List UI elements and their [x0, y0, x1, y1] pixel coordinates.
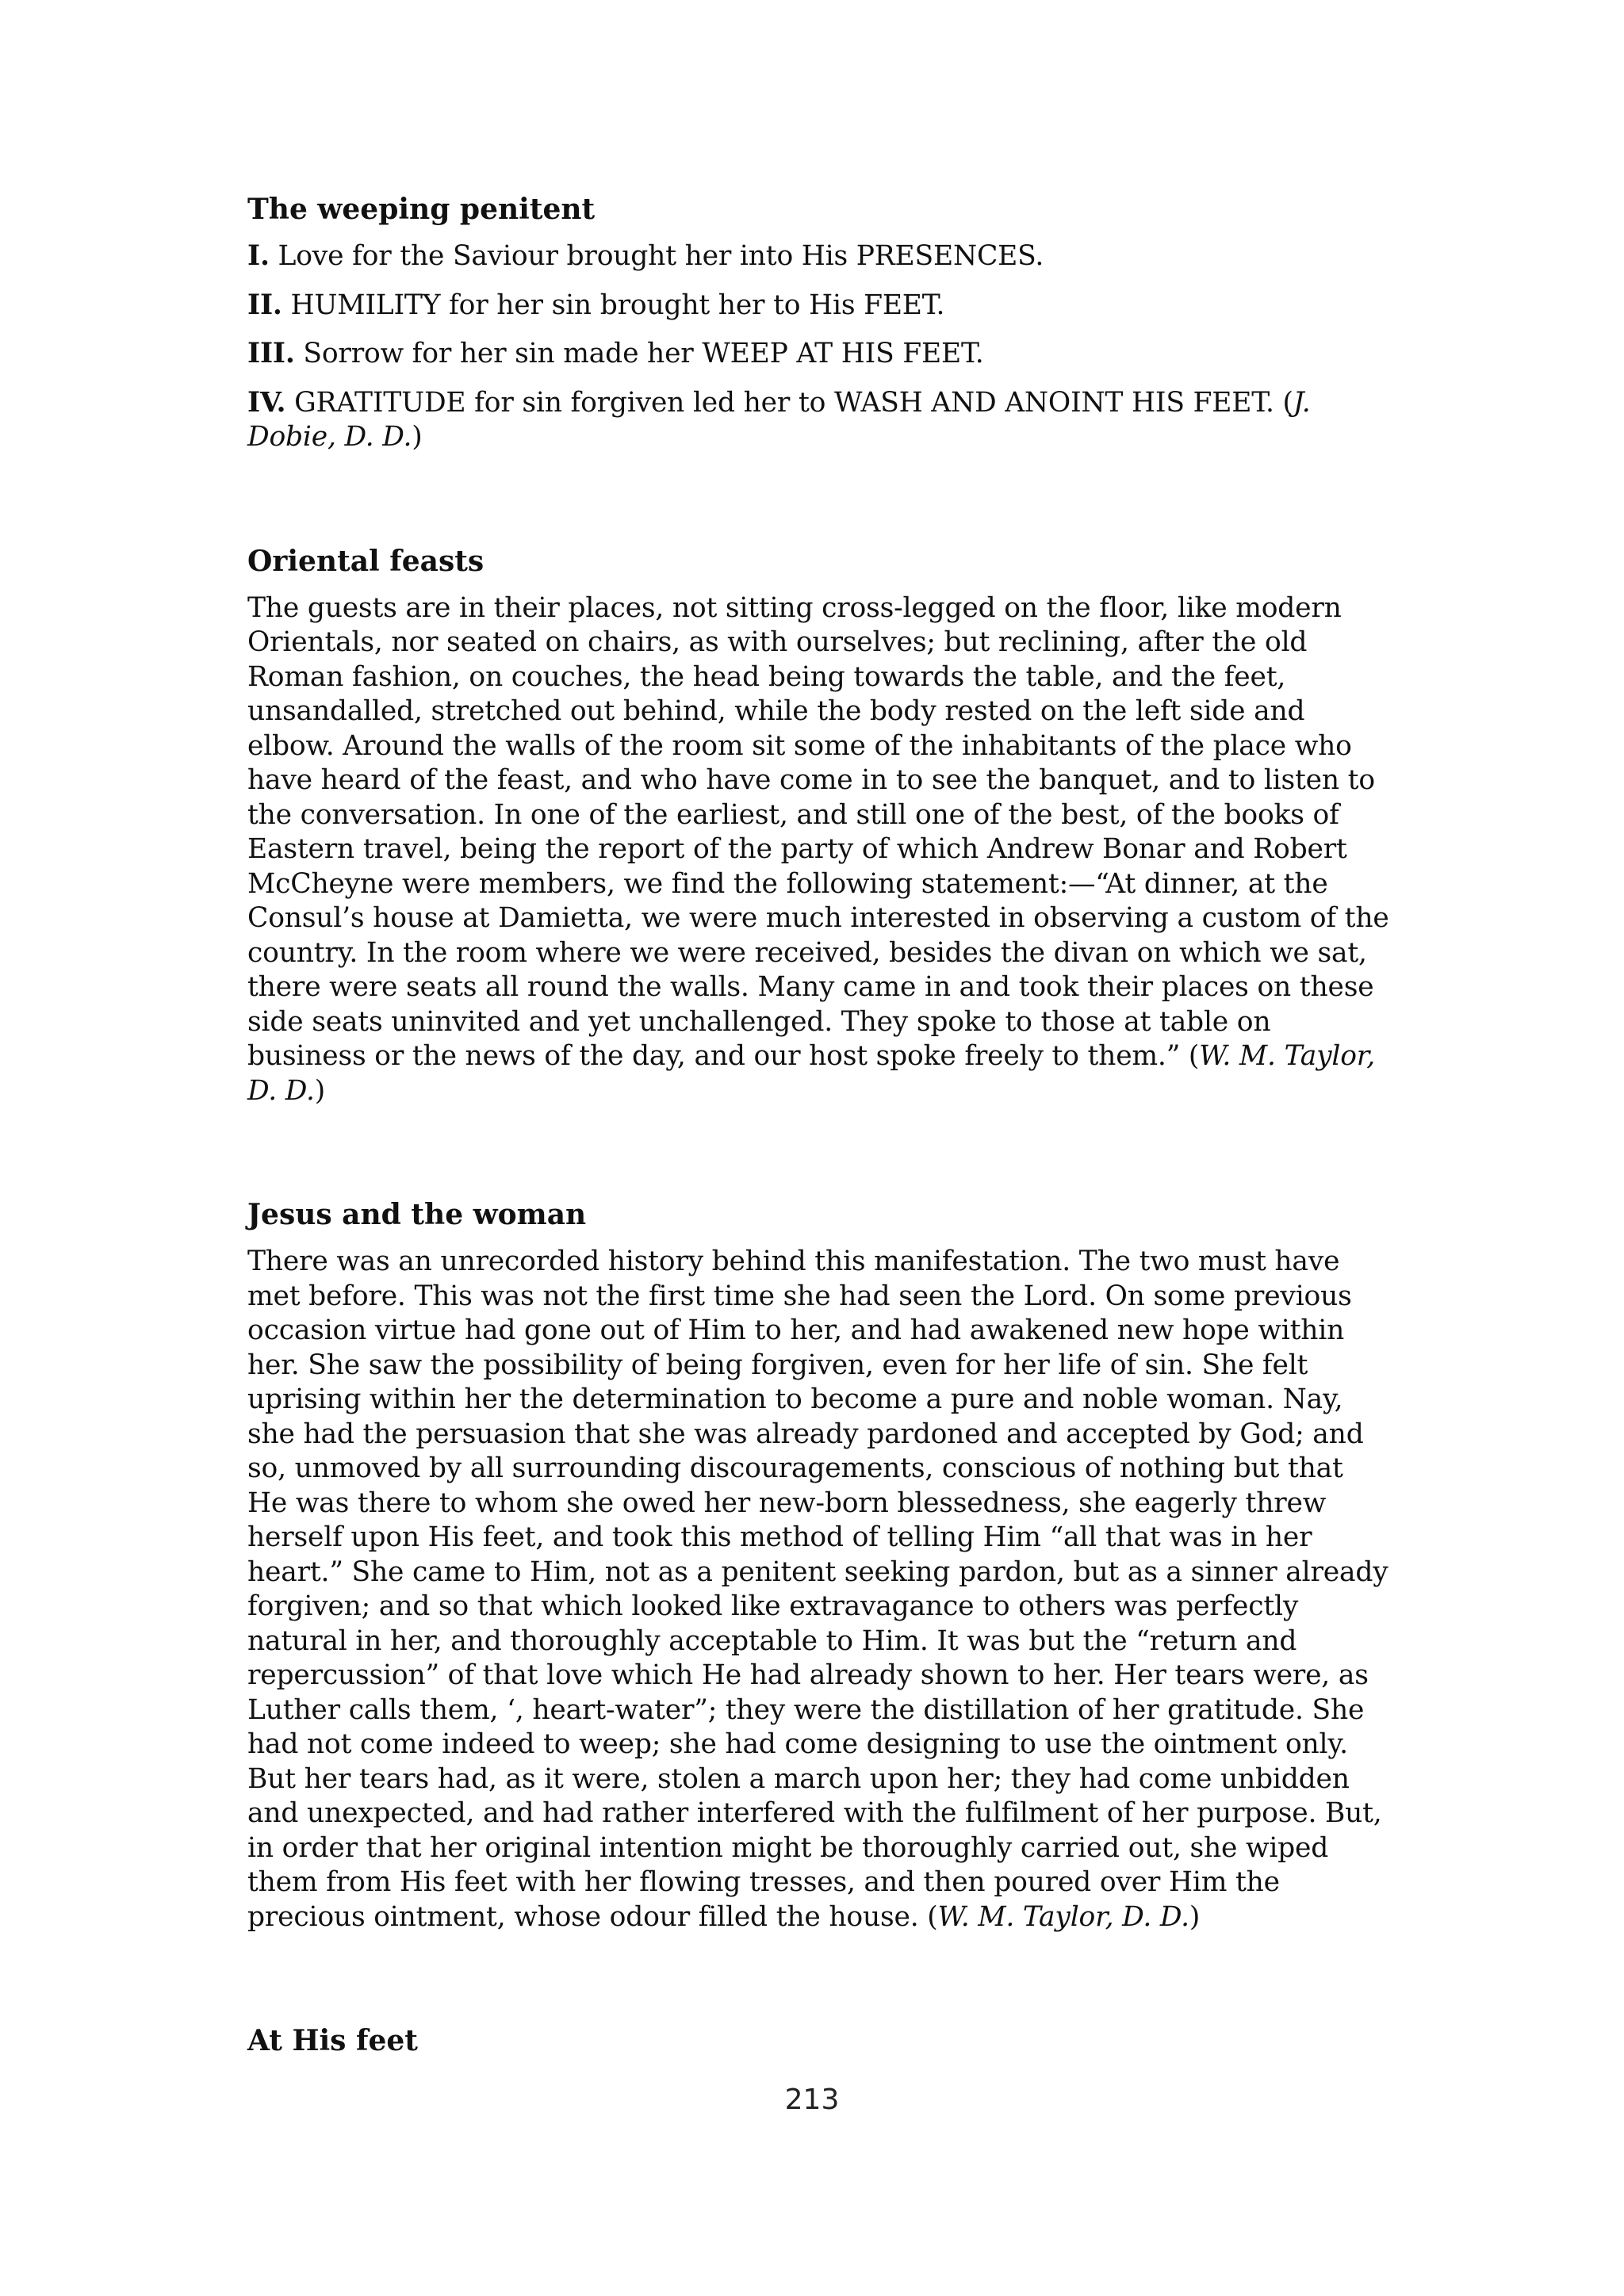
citation: W. M. Taylor, D. D. [247, 1040, 1376, 1107]
citation-close: ) [1189, 1900, 1201, 1933]
outline-item [247, 239, 1389, 274]
outline-number: I. [247, 240, 270, 272]
section-weeping-penitent [247, 190, 1389, 455]
section-body [247, 591, 1389, 1109]
page-content [247, 190, 1389, 2147]
outline-list [247, 239, 1389, 455]
citation-close: ) [412, 421, 423, 453]
citation: W. M. Taylor, D. D. [937, 1900, 1189, 1933]
section-heading: Jesus and the woman [247, 1198, 587, 1231]
citation: J. Dobie, D. D. [247, 386, 1311, 453]
page-number: 213 [784, 2084, 840, 2116]
section-heading: Oriental feasts [247, 544, 485, 578]
citation-close: ) [314, 1074, 326, 1107]
outline-item [247, 289, 1389, 323]
section-body [247, 1245, 1389, 1934]
outline-text: HUMILITY for her sin brought her to His FEET. [290, 289, 945, 321]
body-text: The guests are in their places, not sitting cross-legged on the floor, like modern Orientals, nor seated on chairs, as with ourselves; but reclining, after the old Roman fashion, on couches, the head being towards the table, and the feet, unsandalled, stretched out behind, while the body rested on the left side and elbow. Around the walls of the room sit some of the inhabitants of the place who have heard of the feast, and who have come in to see the banquet, and to listen to the conversation. In one of the earliest, and still one of the best, of the books of Eastern travel, being the report of the party of which Andrew Bonar and Robert McCheyne were members, we find the following statement:—“At dinner, at the Consul’s house at Damietta, we were much interested in observing a custom of the country. In the room where we were received, besides the divan on which we sat, there were seats all round the walls. Many came in and took their places on these side seats uninvited and yet unchallenged. They spoke to those at table on business or the news of the day, and our host spoke freely to them.” ( [247, 591, 1389, 1072]
outline-text: GRATITUDE for sin forgiven led her to WASH AND ANOINT HIS FEET. ( [294, 386, 1293, 419]
section-at-his-feet [247, 2022, 1389, 2060]
outline-number: III. [247, 338, 295, 369]
section-oriental-feasts [247, 542, 1389, 1109]
outline-text: Sorrow for her sin made her WEEP AT HIS FEET. [303, 338, 984, 369]
outline-item [247, 386, 1389, 455]
outline-item [247, 337, 1389, 372]
body-text: There was an unrecorded history behind this manifestation. The two must have met before. This was not the first time she had seen the Lord. On some previous occasion virtue had gone out of Him to her, and had awakened new hope within her. She saw the possibility of being forgiven, even for her life of sin. She felt uprising within her the determination to become a pure and noble woman. Nay, she had the persuasion that she was already pardoned and accepted by God; and so, unmoved by all surrounding discouragements, conscious of nothing but that He was there to whom she owed her new-born blessedness, she eagerly threw herself upon His feet, and took this method of telling Him “all that was in her heart.” She came to Him, not as a penitent seeking pardon, but as a sinner already forgiven; and so that which looked like extravagance to others was perfectly natural in her, and thoroughly acceptable to Him. It was but the “return and repercussion” of that love which He had already shown to her. Her tears were, as Luther calls them, ‘, heart-water”; they were the distillation of her gratitude. She had not come indeed to weep; she had come designing to use the ointment only. But her tears had, as it were, stolen a march upon her; they had come unbidden and unexpected, and had rather interfered with the fulfilment of her purpose. But, in order that her original intention might be thoroughly carried out, she wiped them from His feet with her flowing tresses, and then poured over Him the precious ointment, whose odour filled the house. ( [247, 1246, 1388, 1933]
section-heading: At His feet [247, 2024, 418, 2057]
outline-number: IV. [247, 386, 286, 419]
outline-text: Love for the Saviour brought her into His PRESENCES. [278, 240, 1044, 272]
section-jesus-and-the-woman [247, 1196, 1389, 1934]
section-heading: The weeping penitent [247, 193, 596, 226]
outline-number: II. [247, 289, 282, 321]
